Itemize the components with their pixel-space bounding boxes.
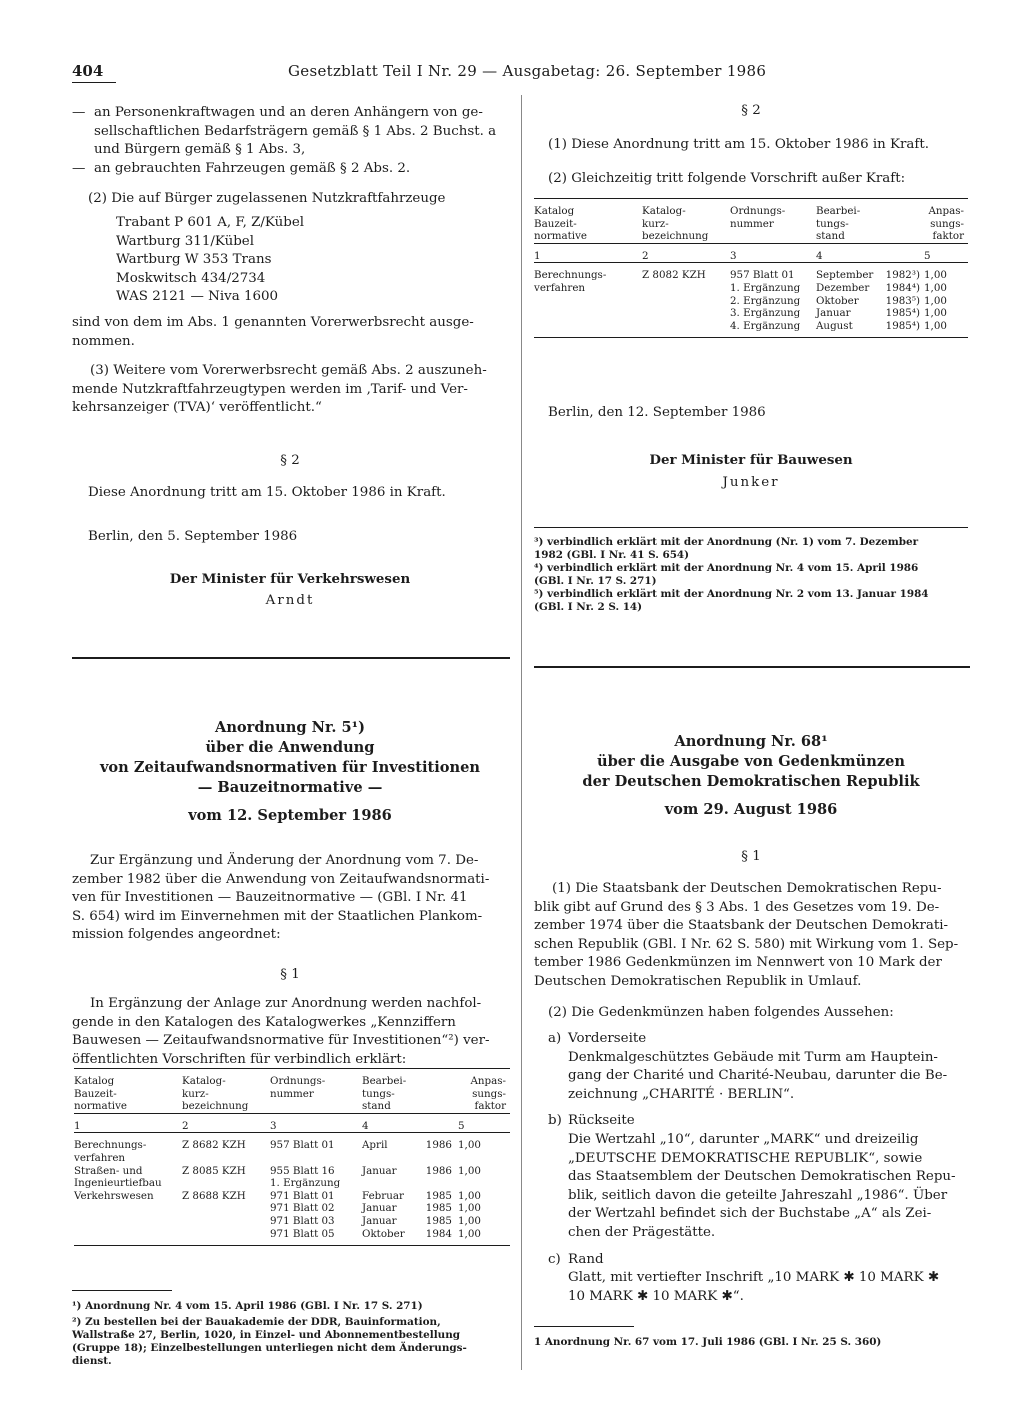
footnote: ³) verbindlich erklärt mit der Anordnung (Nr. 1) vom 7. Dezember 1982 (GBl. I Nr. 41 S. 654) (534, 536, 919, 561)
right-section-rule (534, 666, 970, 668)
right-date: Berlin, den 12. September 1986 (548, 405, 766, 420)
right-regulation-table (534, 198, 968, 344)
ord68-title: Anordnung Nr. 68¹ über die Ausgabe von Gedenkmünzen der Deutschen Demokratischen Republik vom 29. August 1986 (582, 733, 920, 818)
right-sec2-title: § 2 (741, 103, 761, 118)
footnote: ¹) Anordnung Nr. 4 vom 15. April 1986 (GBl. I Nr. 17 S. 271) (72, 1300, 423, 1312)
table-header-cell: Anpas- sungs- faktor (928, 205, 964, 243)
coin-item: b) Rückseite Die Wertzahl „10“, darunter „MARK“ und dreizeilig „DEUTSCHE DEMOKRATISCHE REPUBLIK“, sowie das Staatsemblem der Deutschen Demokratischen Repu- blik, seitlich davon die geteilte Jahreszahl „1986“. Über der Wertzahl befindet sich der Buchstabe „A“ als Zei- chen der Prägestätte. (548, 1113, 956, 1240)
right-footnotes (534, 536, 968, 614)
table-header-cell: Ordnungs- nummer (730, 205, 786, 230)
right-footnote-rule-2 (534, 1326, 634, 1327)
table-row: Verkehrswesen Z 8688 KZH 971 Blatt 01 971 Blatt 02 971 Blatt 03 971 Blatt 05 Februar 1985 Januar 1985 Januar 1985 Oktober 1984 1,00 1,00 1,00 1,00 (74, 1189, 481, 1240)
table-header-cell: Bearbei- tungs- stand (816, 205, 861, 243)
ord5-intro: Zur Ergänzung und Änderung der Anordnung vom 7. De- zember 1982 über die Anwendung von Zeitaufwandsnormati- ven für Investitionen — Bauzeitnormative — (GBl. I Nr. 41 S. 654) wird im Einvernehmen mit der Staatlichen Plankom- mission folgendes angeordnet: (72, 853, 490, 943)
footnote: ²) Zu bestellen bei der Bauakademie der DDR, Bauinformation, Wallstraße 27, Berlin, 1020, in Einzel- und Abonnementbestellung (Gruppe 18); Einzelbestellungen unterliegen nicht dem Änderungs- dienst. (72, 1316, 467, 1367)
para2-tail: sind von dem im Abs. 1 genannten Vorerwerbsrecht ausge- nommen. (72, 315, 474, 349)
running-title: Gesetzblatt Teil I Nr. 29 — Ausgabetag: 26. September 1986 (288, 62, 767, 80)
right-signer-name: Junker (722, 475, 780, 490)
table-header-row (74, 1075, 510, 1113)
left-sec1-text: In Ergänzung der Anlage zur Anordnung werden nachfol- gende in den Katalogen des Katalogwerkes „Kennziffern Bauwesen — Zeitaufwandsnormative für Investitionen“²) ver- öffentlichten Vorschriften für verbindlich erklärt: (72, 996, 490, 1067)
right-signer-title: Der Minister für Bauwesen (649, 452, 853, 468)
coin-item: c) Rand Glatt, mit vertiefter Inschrift „10 MARK ✱ 10 MARK ✱ 10 MARK ✱ 10 MARK ✱“. (548, 1251, 940, 1304)
table-column-number-row: 1 2 3 4 5 (534, 249, 931, 262)
footnote: ⁵) verbindlich erklärt mit der Anordnung Nr. 2 vom 13. Januar 1984 (GBl. I Nr. 2 S. 14) (534, 588, 929, 613)
right-footnote-rule (534, 527, 968, 528)
table-header-cell: Bearbei- tungs- stand (362, 1075, 407, 1113)
right-para1: (1) Diese Anordnung tritt am 15. Oktober 1986 in Kraft. (548, 137, 929, 152)
table-header-cell: Katalog Bauzeit- normative (74, 1075, 127, 1113)
left-signer-name: Arndt (265, 593, 315, 608)
right-para1-text: (1) Die Staatsbank der Deutschen Demokratischen Repu- blik gibt auf Grund des § 3 Abs. 1 des Gesetzes vom 19. De- zember 1974 über die Staatsbank der Deutschen Demokrati- schen Republik (GBl. I Nr. 62 S. 580) mit Wirkung vom 1. Sep- tember 1986 Gedenkmünzen im Nennwert von 10 Mark der Deutschen Demokratischen Republik in Umlauf. (534, 881, 959, 989)
para3: (3) Weitere vom Vorerwerbsrecht gemäß Abs. 2 auszuneh- mende Nutzkraftfahrzeugtypen werden im ‚Tarif- und Ver- kehrsanzeiger (TVA)‘ veröffentlicht.“ (72, 363, 487, 416)
page-number-underline (72, 82, 116, 83)
right-sec1-title: § 1 (741, 849, 761, 864)
vehicle-list: Trabant P 601 A, F, Z/Kübel Wartburg 311/Kübel Wartburg W 353 Trans Moskwitsch 434/2734 WAS 2121 — Niva 1600 (116, 215, 305, 305)
right-para2-text: (2) Die Gedenkmünzen haben folgendes Aussehen: (548, 1005, 894, 1020)
left-date: Berlin, den 5. September 1986 (88, 529, 298, 544)
table-column-number-row: 1 2 3 4 5 (74, 1119, 465, 1132)
right-footnote: 1 Anordnung Nr. 67 vom 17. Juli 1986 (GBl. I Nr. 25 S. 360) (534, 1336, 882, 1348)
table-header-cell: Katalog Bauzeit- normative (534, 205, 587, 243)
bullet-item: — an gebrauchten Fahrzeugen gemäß § 2 Abs. 2. (72, 160, 411, 176)
left-section-rule (72, 657, 510, 659)
page-number: 404 (72, 62, 104, 80)
table-row: Berechnungs- verfahren Z 8082 KZH 957 Blatt 01 1. Ergänzung 2. Ergänzung 3. Ergänzung 4. Ergänzung September 1982³) Dezember 1984⁴) Oktober 1983⁵) Januar 1985⁴) August 1985⁴) 1,00 1,00 1,00 1,00 1,00 (534, 269, 947, 332)
left-sec2-text: Diese Anordnung tritt am 15. Oktober 1986 in Kraft. (88, 485, 446, 500)
footnote: ⁴) verbindlich erklärt mit der Anordnung Nr. 4 vom 15. April 1986 (GBl. I Nr. 17 S. 271) (534, 562, 919, 587)
left-bullet-list (72, 104, 508, 178)
ord5-title: Anordnung Nr. 5¹) über die Anwendung von Zeitaufwandsnormativen für Investitionen — Bauzeitnormative — vom 12. September 1986 (99, 719, 481, 824)
left-sec1-title: § 1 (280, 967, 300, 982)
table-header-cell: Ordnungs- nummer (270, 1075, 326, 1100)
bullet-item: — an Personenkraftwagen und an deren Anhängern von ge- sellschaftlichen Bedarfsträgern gemäß § 1 Abs. 2 Buchst. a und Bürgern gemäß § 1 Abs. 3, (72, 105, 497, 158)
left-signer-title: Der Minister für Verkehrswesen (169, 571, 411, 587)
column-divider (521, 95, 522, 1370)
right-para2: (2) Gleichzeitig tritt folgende Vorschrift außer Kraft: (548, 171, 906, 186)
coin-description-list (534, 1030, 968, 1306)
left-footnote-rule (72, 1290, 172, 1291)
left-regulation-table (74, 1068, 510, 1252)
coin-item: a) Vorderseite Denkmalgeschütztes Gebäude mit Turm am Hauptein- gang der Charité und Charité-Neubau, darunter die Be- zeichnung „CHARITÉ · BERLIN“. (548, 1031, 948, 1102)
para2-intro: (2) Die auf Bürger zugelassenen Nutzkraftfahrzeuge (88, 191, 446, 206)
table-row: Berechnungs- verfahren Z 8682 KZH 957 Blatt 01 April 1986 1,00 (74, 1139, 481, 1164)
left-footnotes (72, 1300, 508, 1368)
table-header-cell: Anpas- sungs- faktor (470, 1075, 506, 1113)
table-header-cell: Katalog- kurz- bezeichnung (182, 1075, 249, 1113)
table-header-row (534, 205, 968, 243)
left-sec2-title: § 2 (280, 453, 300, 468)
table-row: Straßen- und Ingenieurtiefbau Z 8085 KZH 955 Blatt 16 1. Ergänzung Januar 1986 1,00 (74, 1164, 481, 1190)
table-header-cell: Katalog- kurz- bezeichnung (642, 205, 709, 243)
